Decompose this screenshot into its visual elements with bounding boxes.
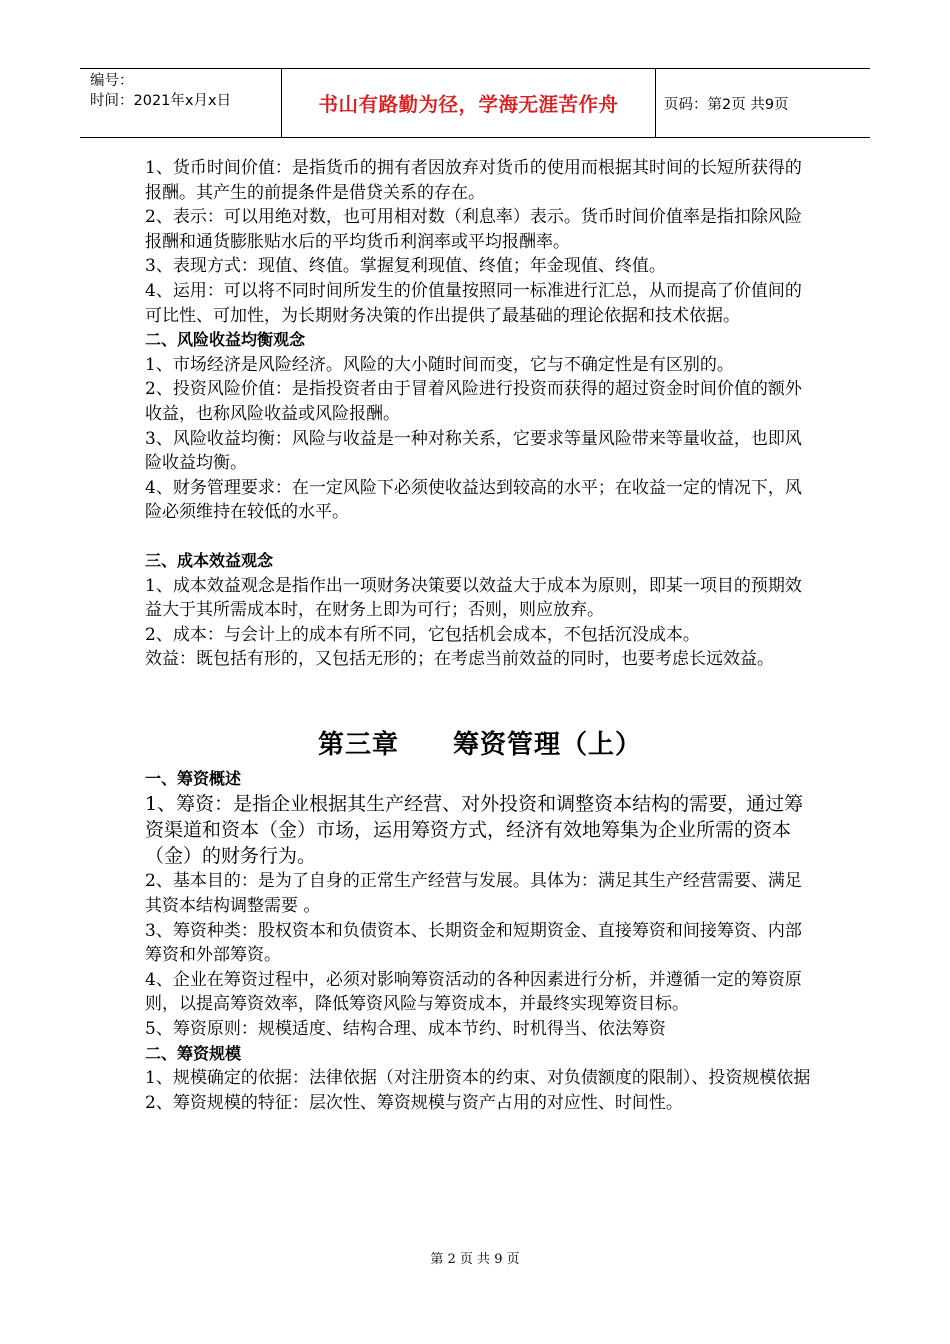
paragraph: 效益：既包括有形的，又包括无形的；在考虑当前效益的同时，也要考虑长远效益。	[145, 649, 774, 670]
header-page-info: 页码：第2页 共9页	[664, 96, 789, 113]
chapter-title: 第三章 筹资管理（上）	[317, 729, 642, 760]
spacer	[145, 672, 815, 724]
section-heading: 二、风险收益均衡观念	[145, 330, 306, 350]
paragraph: 1、筹资：是指企业根据其生产经营、对外投资和调整资本结构的需要，通过筹资渠道和资本（金）市场，运用筹资方式，经济有效地筹集为企业所需的资本（金）的财务行为。	[145, 793, 804, 868]
paragraph: 1、成本效益观念是指作出一项财务决策要以效益大于成本为原则，即某一项目的预期效益大于其所需成本时，在财务上即为可行；否则，则应放弃。	[145, 575, 802, 621]
header-motto: 书山有路勤为径，学海无涯苦作舟	[282, 69, 656, 137]
section-heading: 三、成本效益观念	[145, 550, 274, 570]
paragraph: 2、基本目的：是为了自身的正常生产经营与发展。具体为：满足其生产经营需要、满足其资本结构调整需要 。	[145, 871, 802, 917]
number-label: 编号：	[90, 73, 134, 89]
page-header	[80, 68, 870, 138]
date-label: 时间：2021年x月x日	[90, 93, 232, 109]
paragraph: 4、企业在筹资过程中，必须对影响筹资活动的各种因素进行分析，并遵循一定的筹资原则，以提高筹资效率，降低筹资风险与筹资成本，并最终实现筹资目标。	[145, 969, 802, 1015]
paragraph: 2、表示：可以用绝对数，也可用相对数（利息率）表示。货币时间价值率是指扣除风险报酬和通货膨胀贴水后的平均货币利润率或平均报酬率。	[145, 207, 802, 252]
paragraph: 1、市场经济是风险经济。风险的大小随时间而变，它与不确定性是有区别的。	[145, 354, 734, 375]
spacer	[145, 525, 815, 549]
section-heading: 一、筹资概述	[145, 768, 242, 788]
paragraph: 3、表现方式：现值、终值。掌握复利现值、终值；年金现值、终值。	[145, 256, 666, 277]
paragraph: 4、财务管理要求：在一定风险下必须使收益达到较高的水平；在收益一定的情况下，风险必须维持在较低的水平。	[145, 477, 802, 523]
paragraph: 2、投资风险价值：是指投资者由于冒着风险进行投资而获得的超过资金时间价值的额外收益，也称风险收益或风险报酬。	[145, 379, 802, 424]
paragraph: 2、成本：与会计上的成本有所不同，它包括机会成本，不包括沉没成本。	[145, 624, 700, 645]
section-heading: 二、筹资规模	[145, 1043, 242, 1063]
paragraph: 1、规模确定的依据：法律依据（对注册资本的约束、对负债额度的限制）、投资规模依据	[145, 1068, 811, 1089]
paragraph: 1、货币时间价值：是指货币的拥有者因放弃对货币的使用而根据其时间的长短所获得的报酬。其产生的前提条件是借贷关系的存在。	[145, 158, 802, 203]
paragraph: 3、风险收益均衡：风险与收益是一种对称关系，它要求等量风险带来等量收益，也即风险收益均衡。	[145, 428, 802, 474]
paragraph: 3、筹资种类：股权资本和负债资本、长期资金和短期资金、直接筹资和间接筹资、内部筹资和外部筹资。	[145, 920, 802, 966]
header-left-cell	[80, 69, 282, 137]
paragraph: 5、筹资原则：规模适度、结构合理、成本节约、时机得当、依法筹资	[145, 1019, 666, 1040]
page-footer: 第 2 页 共 9 页	[430, 1252, 520, 1267]
paragraph: 2、筹资规模的特征：层次性、筹资规模与资产占用的对应性、时间性。	[145, 1092, 683, 1113]
paragraph: 4、运用：可以将不同时间所发生的价值量按照同一标准进行汇总，从而提高了价值间的可比性、可加性，为长期财务决策的作出提供了最基础的理论依据和技术依据。	[145, 280, 802, 326]
document-body	[145, 156, 815, 1115]
